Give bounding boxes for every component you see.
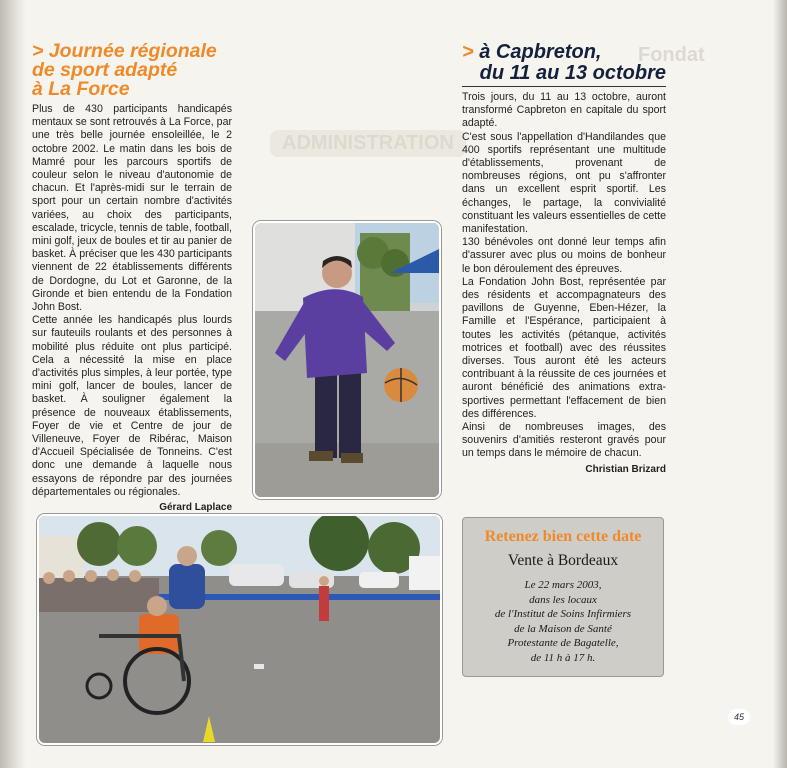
author-signature: Gérard Laplace bbox=[159, 502, 232, 514]
author-signature: Christian Brizard bbox=[585, 463, 666, 475]
article-paragraph: Ainsi de nombreuses images, des souvenirs d'amitiés resteront gravés pour un temps dans le mémoire de chacun. bbox=[462, 421, 666, 460]
title-arrow: > bbox=[462, 41, 474, 63]
showthrough-text: Fondat bbox=[638, 44, 705, 66]
page-edge bbox=[773, 0, 787, 768]
article-title: > à Capbreton, du 11 au 13 octobre bbox=[462, 41, 666, 84]
book-spine bbox=[0, 0, 26, 768]
article-right bbox=[462, 42, 666, 476]
save-the-date-box bbox=[462, 517, 664, 677]
article-paragraph: 130 bénévoles ont donné leur temps afin d'assurer avec plus ou moins de bonheur le bon déroulement des épreuves. bbox=[462, 236, 666, 275]
article-title: > Journée régionale de sport adapté à La Force bbox=[32, 40, 217, 100]
photo-basketball-player bbox=[253, 221, 441, 499]
box-title: Retenez bien cette date bbox=[484, 528, 642, 545]
page-number: 45 bbox=[728, 709, 750, 725]
basketball-photo-illustration bbox=[255, 223, 439, 497]
article-paragraph: La Fondation John Bost, représentée par des résidents et accompagnateurs des pavillons de Guyenne, Eben-Hézer, la Famille et l'Espérance, participaient à toutes les activités (pétanque, activités motrices et football) avec des réussites diverses. Tous auront été les acteurs contribuant à la réussite de ces journées et auront bénéficié des animations extra-sportives permettant l'effacement de bien des différences. bbox=[462, 275, 666, 420]
article-paragraph: Plus de 430 participants handicapés mentaux se sont retrouvés à La Force, par une très belle journée ensoleillée, le 2 octobre 2002. Le matin dans les bois de Mamré pour les parcours sportifs de couleur selon le niveau d'autonomie de chacun. Et l'après-midi sur le terrain de sport pour un certain nombre d'activités variées, au choix des participants, escalade, tricycle, tennis de table, football, mini golf, jeux de boules et tir au panier de basket. À préciser que les 430 participants viennent de 22 établissements différents de Dordogne, du Lot et Garonne, de la Gironde et bien entendu de la Fondation John Bost. bbox=[32, 103, 232, 314]
article-paragraph: C'est sous l'appellation d'Handilandes que 400 sportifs représentant une multitude d'établissements, provenant de nombreuses régions, ont pu s'affronter dans un excellent esprit sportif. Les échanges, le partage, la convivialité constituant les valeurs essentielles de cette manifestation. bbox=[462, 130, 666, 236]
showthrough-text: ADMINISTRATION bbox=[270, 130, 466, 157]
photo-wheelchair-course bbox=[37, 514, 442, 745]
article-left bbox=[32, 42, 232, 514]
wheelchair-photo-illustration bbox=[39, 516, 440, 743]
article-paragraph: Cette année les handicapés plus lourds sur fauteuils roulants et des personnes à mobilité plus réduite ont plus participé. Cela a nécessité la mise en place d'activités plus simples, à leur portée, type mini golf, lancer de boules, lancer de basket. À souligner également la présence de nouveaux établissements, Foyer de vie et Centre de jour de Villeneuve, Foyer de Ribérac, Maison d'Accueil Spécialisée de Tonneins. C'est donc une demande à laquelle nous essayons de répondre par des journées départementales ou régionales. bbox=[32, 314, 232, 498]
box-subtitle: Vente à Bordeaux bbox=[507, 552, 619, 569]
title-rule bbox=[462, 86, 666, 87]
box-details: Le 22 mars 2003, dans les locaux de l'Institut de Soins Infirmiers de la Maison de Santé Protestante de Bagatelle, de 11 h à 17 h. bbox=[494, 579, 632, 664]
article-paragraph: Trois jours, du 11 au 13 octobre, auront transformé Capbreton en capitale du sport adapté. bbox=[462, 91, 666, 130]
